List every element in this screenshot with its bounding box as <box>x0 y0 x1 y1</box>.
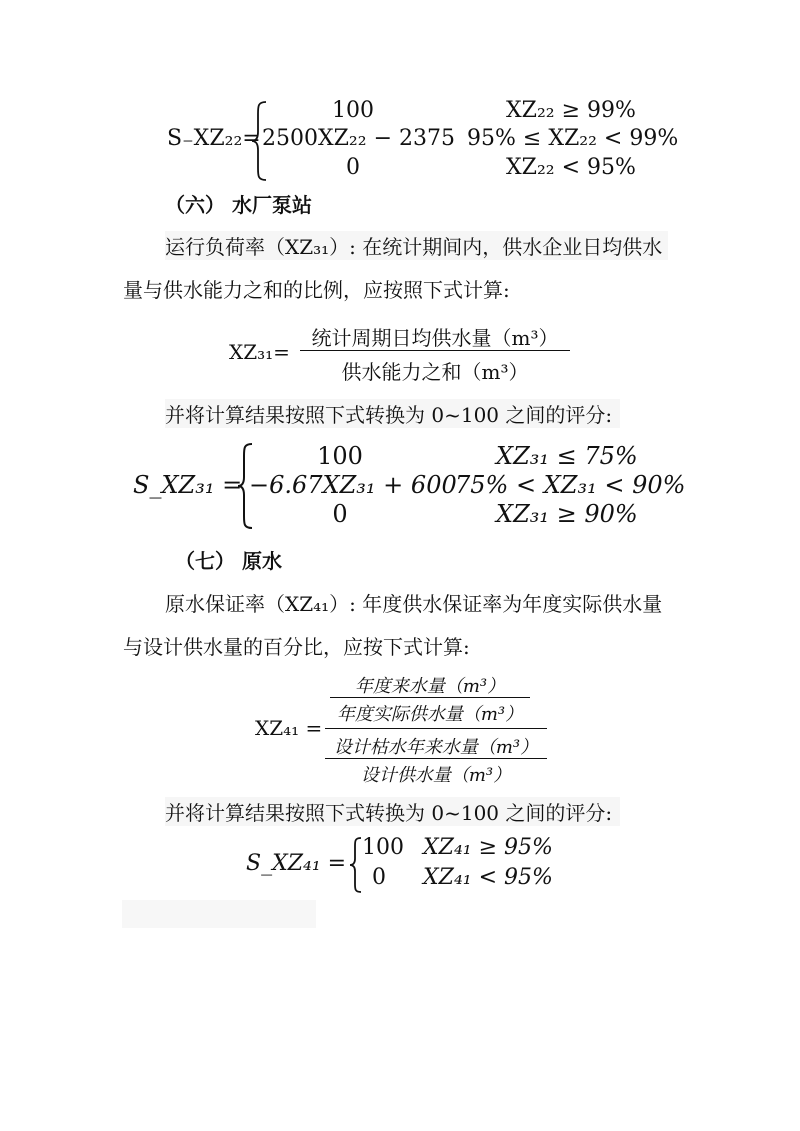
formula4-bottom-denominator: 设计供水量（m³） <box>360 765 512 786</box>
formula2-lhs: XZ₃₁= <box>229 340 290 364</box>
formula5-row2-value: 0 <box>372 865 386 890</box>
formula5-row1-value: 100 <box>362 835 404 860</box>
section6-para-line1: 运行负荷率（XZ₃₁）: 在统计期间内，供水企业日均供水 <box>165 231 668 260</box>
formula5-lhs: S_XZ₄₁ = <box>246 851 347 876</box>
formula1-row1-cond: XZ₂₂ ≥ 99% <box>506 98 636 123</box>
formula2-numerator: 统计周期日均供水量（m³） <box>311 326 559 350</box>
fraction-bar <box>300 350 570 351</box>
formula1-lhs: S₋XZ₂₂= <box>167 126 261 151</box>
section7-para-line2: 与设计供水量的百分比，应按下式计算: <box>123 635 470 659</box>
formula3-row1-value: 100 <box>317 442 363 470</box>
formula3-row3-value: 0 <box>332 500 348 528</box>
formula1-row3-value: 0 <box>346 155 360 180</box>
formula1-row2-value: 2500XZ₂₂ − 2375 <box>262 126 455 151</box>
convert-text-2: 并将计算结果按照下式转换为 0~100 之间的评分: <box>165 797 620 826</box>
formula3-row2-cond: 75% < XZ₃₁ < 90% <box>455 471 686 499</box>
formula4-lhs: XZ₄₁ = <box>255 716 323 740</box>
section7-para-line1: 原水保证率（XZ₄₁）: 年度供水保证率为年度实际供水量 <box>165 592 663 616</box>
convert-text-1: 并将计算结果按照下式转换为 0~100 之间的评分: <box>165 399 620 428</box>
formula3-row1-cond: XZ₃₁ ≤ 75% <box>496 442 638 470</box>
formula2-denominator: 供水能力之和（m³） <box>341 360 529 384</box>
inner-fraction-bar <box>325 758 547 759</box>
section6-heading: （六） 水厂泵站 <box>165 193 312 217</box>
formula1-row1-value: 100 <box>332 98 374 123</box>
formula5-row2-cond: XZ₄₁ < 95% <box>423 865 553 890</box>
formula1-row2-cond: 95% ≤ XZ₂₂ < 99% <box>467 126 679 151</box>
formula3-row3-cond: XZ₃₁ ≥ 90% <box>496 500 638 528</box>
formula1-row3-cond: XZ₂₂ < 95% <box>506 155 636 180</box>
main-fraction-bar <box>325 728 547 729</box>
inner-fraction-bar <box>330 697 530 698</box>
formula5-row1-cond: XZ₄₁ ≥ 95% <box>423 835 553 860</box>
formula3-row2-value: −6.67XZ₃₁ + 600 <box>249 471 457 499</box>
formula3-lhs: S_XZ₃₁ = <box>133 471 243 499</box>
formula4-top-denominator: 年度实际供水量（m³） <box>336 704 524 725</box>
formula4-top-numerator: 年度来水量（m³） <box>354 676 506 697</box>
section7-heading: （七） 原水 <box>175 549 282 573</box>
formula4-bottom-numerator: 设计枯水年来水量（m³） <box>333 737 539 758</box>
shaded-band <box>122 900 316 928</box>
section6-para-line2: 量与供水能力之和的比例，应按照下式计算: <box>123 278 510 302</box>
